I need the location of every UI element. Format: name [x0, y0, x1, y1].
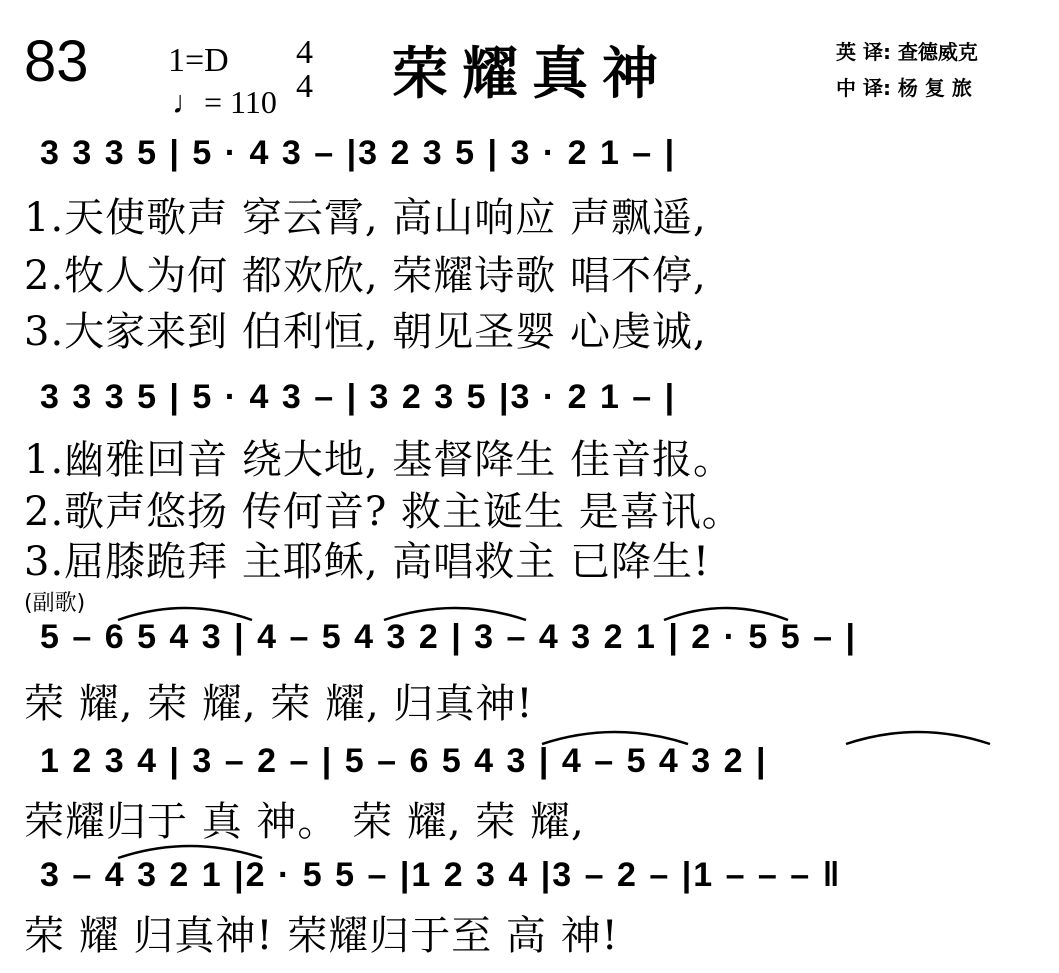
notation-line-3: 5 – 6 5 4 3 | 4 – 5 4 3 2 | 3 – 4 3 2 1 | 2 · 5 5 – | — [40, 618, 857, 656]
key-signature: 1=D — [168, 42, 229, 79]
lyric-line: 3.大家来到 伯利恒, 朝见圣婴 心虔诚, — [24, 309, 707, 355]
lyric-line: 3.屈膝跪拜 主耶稣, 高唱救主 已降生! — [24, 539, 711, 585]
notation-line-1: 3 3 3 5 | 5 · 4 3 – |3 2 3 5 | 3 · 2 1 – | — [40, 134, 677, 172]
notation-line-4: 1 2 3 4 | 3 – 2 – | 5 – 6 5 4 3 | 4 – 5 4 3 2 | — [40, 742, 768, 780]
slur-mark — [384, 608, 526, 620]
lyric-line: 荣 耀, 荣 耀, 荣 耀, 归真神! — [24, 681, 534, 727]
lyric-line: 1.天使歌声 穿云霄, 高山响应 声飘遥, — [24, 195, 707, 241]
notation-line-2: 3 3 3 5 | 5 · 4 3 – | 3 2 3 5 |3 · 2 1 – | — [40, 378, 677, 416]
hymn-title: 荣耀真神 — [392, 42, 672, 107]
slur-mark — [542, 732, 688, 744]
notation-line-5: 3 – 4 3 2 1 |2 · 5 5 – |1 2 3 4 |3 – 2 – |1 – – – ‖ — [40, 856, 842, 894]
credit-english-translator: 英 译: 查德威克 — [836, 40, 978, 64]
chorus-label: (副歌) — [24, 591, 86, 616]
slur-mark — [664, 608, 788, 620]
credit-chinese-translator: 中 译: 杨 复 旅 — [836, 76, 972, 100]
slur-mark — [118, 608, 252, 620]
time-signature-bottom: 4 — [296, 68, 313, 105]
lyric-line: 2.歌声悠扬 传何音? 救主诞生 是喜讯。 — [24, 489, 743, 535]
slur-mark — [118, 846, 262, 858]
hymn-number: 83 — [24, 29, 89, 94]
lyric-line: 荣 耀 归真神! 荣耀归于至 高 神! — [24, 913, 619, 959]
tempo-marking: ♩= 110 — [172, 84, 277, 120]
slur-mark — [846, 732, 990, 744]
lyric-line: 1.幽雅回音 绕大地, 基督降生 佳音报。 — [24, 437, 735, 483]
lyric-line: 荣耀归于 真 神。 荣 耀, 荣 耀, — [24, 799, 585, 845]
lyric-line: 2.牧人为何 都欢欣, 荣耀诗歌 唱不停, — [24, 253, 707, 299]
time-signature-top: 4 — [296, 34, 313, 71]
